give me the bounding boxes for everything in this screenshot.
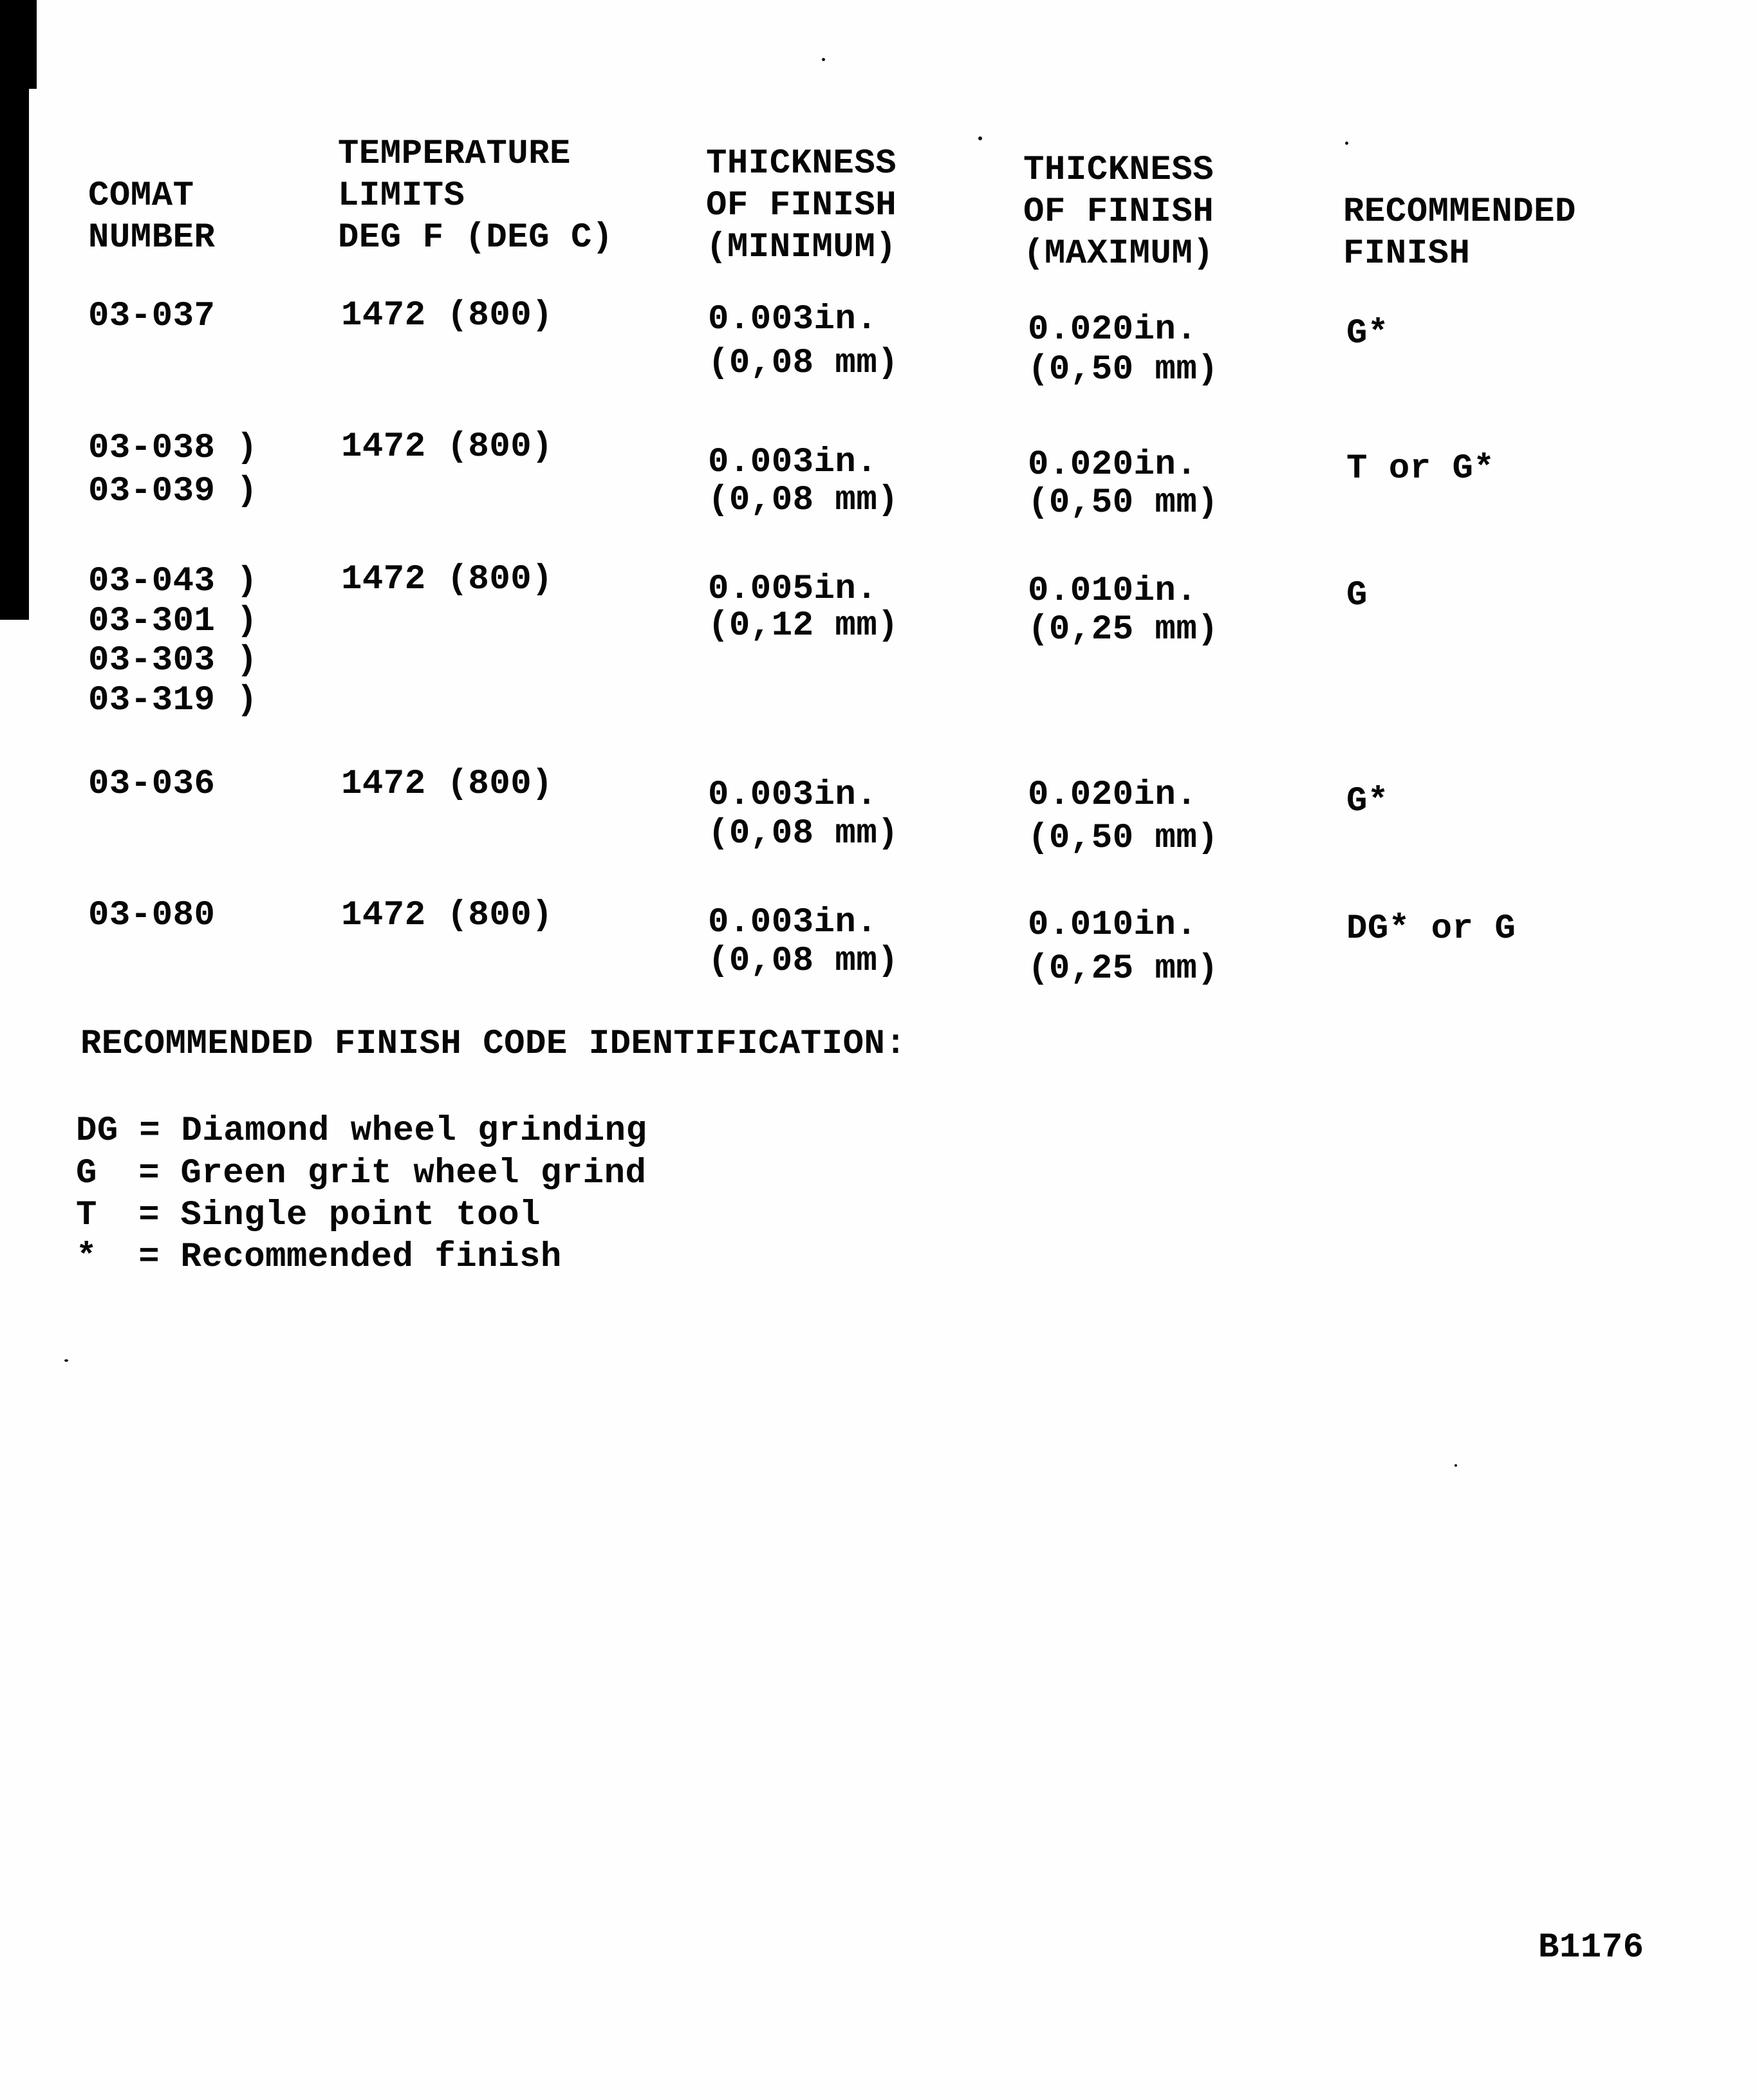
legend-desc: Diamond wheel grinding [181, 1111, 647, 1151]
row4-temp-limit: 1472 (800) [341, 765, 553, 804]
scan-speck [978, 136, 982, 140]
page-number: B1176 [1538, 1928, 1644, 1967]
header-temp-line2: LIMITS [338, 176, 465, 216]
scan-speck [1345, 142, 1348, 145]
legend-code: * [76, 1238, 97, 1277]
row3-min-in: 0.005in. [708, 570, 878, 609]
row5-max-mm: (0,25 mm) [1028, 949, 1219, 989]
row3-comat-number: 03-043 ) [88, 562, 258, 601]
row1-min-in: 0.003in. [708, 300, 878, 339]
row1-min-mm: (0,08 mm) [708, 344, 899, 383]
scan-speck [822, 58, 825, 61]
row4-finish-code: G* [1346, 782, 1389, 821]
legend-desc: Green grit wheel grind [180, 1154, 647, 1193]
row4-max-in: 0.020in. [1028, 776, 1198, 815]
header-temp-line1: TEMPERATURE [338, 135, 571, 174]
row3-min-mm: (0,12 mm) [708, 606, 899, 646]
scan-speck [64, 1359, 68, 1362]
scan-artifact-bar-top [0, 0, 37, 89]
row1-max-in: 0.020in. [1028, 310, 1198, 349]
row5-finish-code: DG* or G [1346, 909, 1516, 949]
row2-max-in: 0.020in. [1028, 445, 1198, 485]
header-temp-line3: DEG F (DEG C) [338, 218, 613, 257]
row2-min-in: 0.003in. [708, 443, 878, 482]
row3-temp-limit: 1472 (800) [341, 560, 553, 599]
legend-desc: Recommended finish [180, 1238, 562, 1277]
legend-item-dg [76, 1111, 647, 1151]
row3-finish-code: G [1346, 576, 1368, 615]
row5-comat-number: 03-080 [88, 896, 216, 935]
row3-comat-number: 03-301 ) [88, 602, 258, 641]
legend-title: RECOMMENDED FINISH CODE IDENTIFICATION: [80, 1025, 907, 1064]
row1-comat-number: 03-037 [88, 297, 216, 336]
legend-item-g [76, 1154, 647, 1193]
row2-temp-limit: 1472 (800) [341, 427, 553, 467]
header-recommended-line1: RECOMMENDED [1343, 192, 1576, 232]
legend-desc: Single point tool [180, 1196, 541, 1235]
row5-min-in: 0.003in. [708, 903, 878, 942]
row1-temp-limit: 1472 (800) [341, 296, 553, 335]
row2-comat-number: 03-038 ) [88, 429, 258, 468]
scan-speck [1455, 1464, 1457, 1467]
row4-min-in: 0.003in. [708, 776, 878, 815]
equals-sign: = [138, 1154, 160, 1193]
row2-finish-code: T or G* [1346, 449, 1495, 488]
header-recommended-line2: FINISH [1343, 234, 1471, 274]
header-comat-line2: NUMBER [88, 218, 216, 257]
row2-min-mm: (0,08 mm) [708, 481, 899, 520]
equals-sign: = [138, 1238, 160, 1277]
equals-sign: = [139, 1111, 161, 1151]
row1-max-mm: (0,50 mm) [1028, 350, 1219, 389]
row3-comat-number: 03-319 ) [88, 681, 258, 720]
legend-code: DG [76, 1111, 118, 1151]
row1-finish-code: G* [1346, 314, 1389, 353]
row5-temp-limit: 1472 (800) [341, 896, 553, 935]
legend-item-asterisk [76, 1240, 562, 1275]
row2-max-mm: (0,50 mm) [1028, 483, 1219, 523]
row4-min-mm: (0,08 mm) [708, 814, 899, 853]
row2-comat-number: 03-039 ) [88, 472, 258, 511]
legend-item-t [76, 1198, 541, 1233]
row3-comat-number: 03-303 ) [88, 641, 258, 680]
row4-max-mm: (0,50 mm) [1028, 819, 1219, 858]
legend-code: G [76, 1154, 97, 1193]
header-min-line3: (MINIMUM) [706, 228, 897, 267]
header-max-line2: OF FINISH [1023, 192, 1214, 232]
equals-sign: = [138, 1196, 160, 1235]
header-min-line2: OF FINISH [706, 186, 897, 225]
header-min-line1: THICKNESS [706, 144, 897, 183]
row5-max-in: 0.010in. [1028, 906, 1198, 945]
row3-max-mm: (0,25 mm) [1028, 610, 1219, 649]
scan-artifact-bar [0, 0, 29, 620]
header-max-line3: (MAXIMUM) [1023, 234, 1214, 274]
header-comat-line1: COMAT [88, 176, 194, 216]
row4-comat-number: 03-036 [88, 765, 216, 804]
row5-min-mm: (0,08 mm) [708, 942, 899, 981]
row3-max-in: 0.010in. [1028, 571, 1198, 611]
legend-code: T [76, 1196, 97, 1235]
header-max-line1: THICKNESS [1023, 151, 1214, 190]
